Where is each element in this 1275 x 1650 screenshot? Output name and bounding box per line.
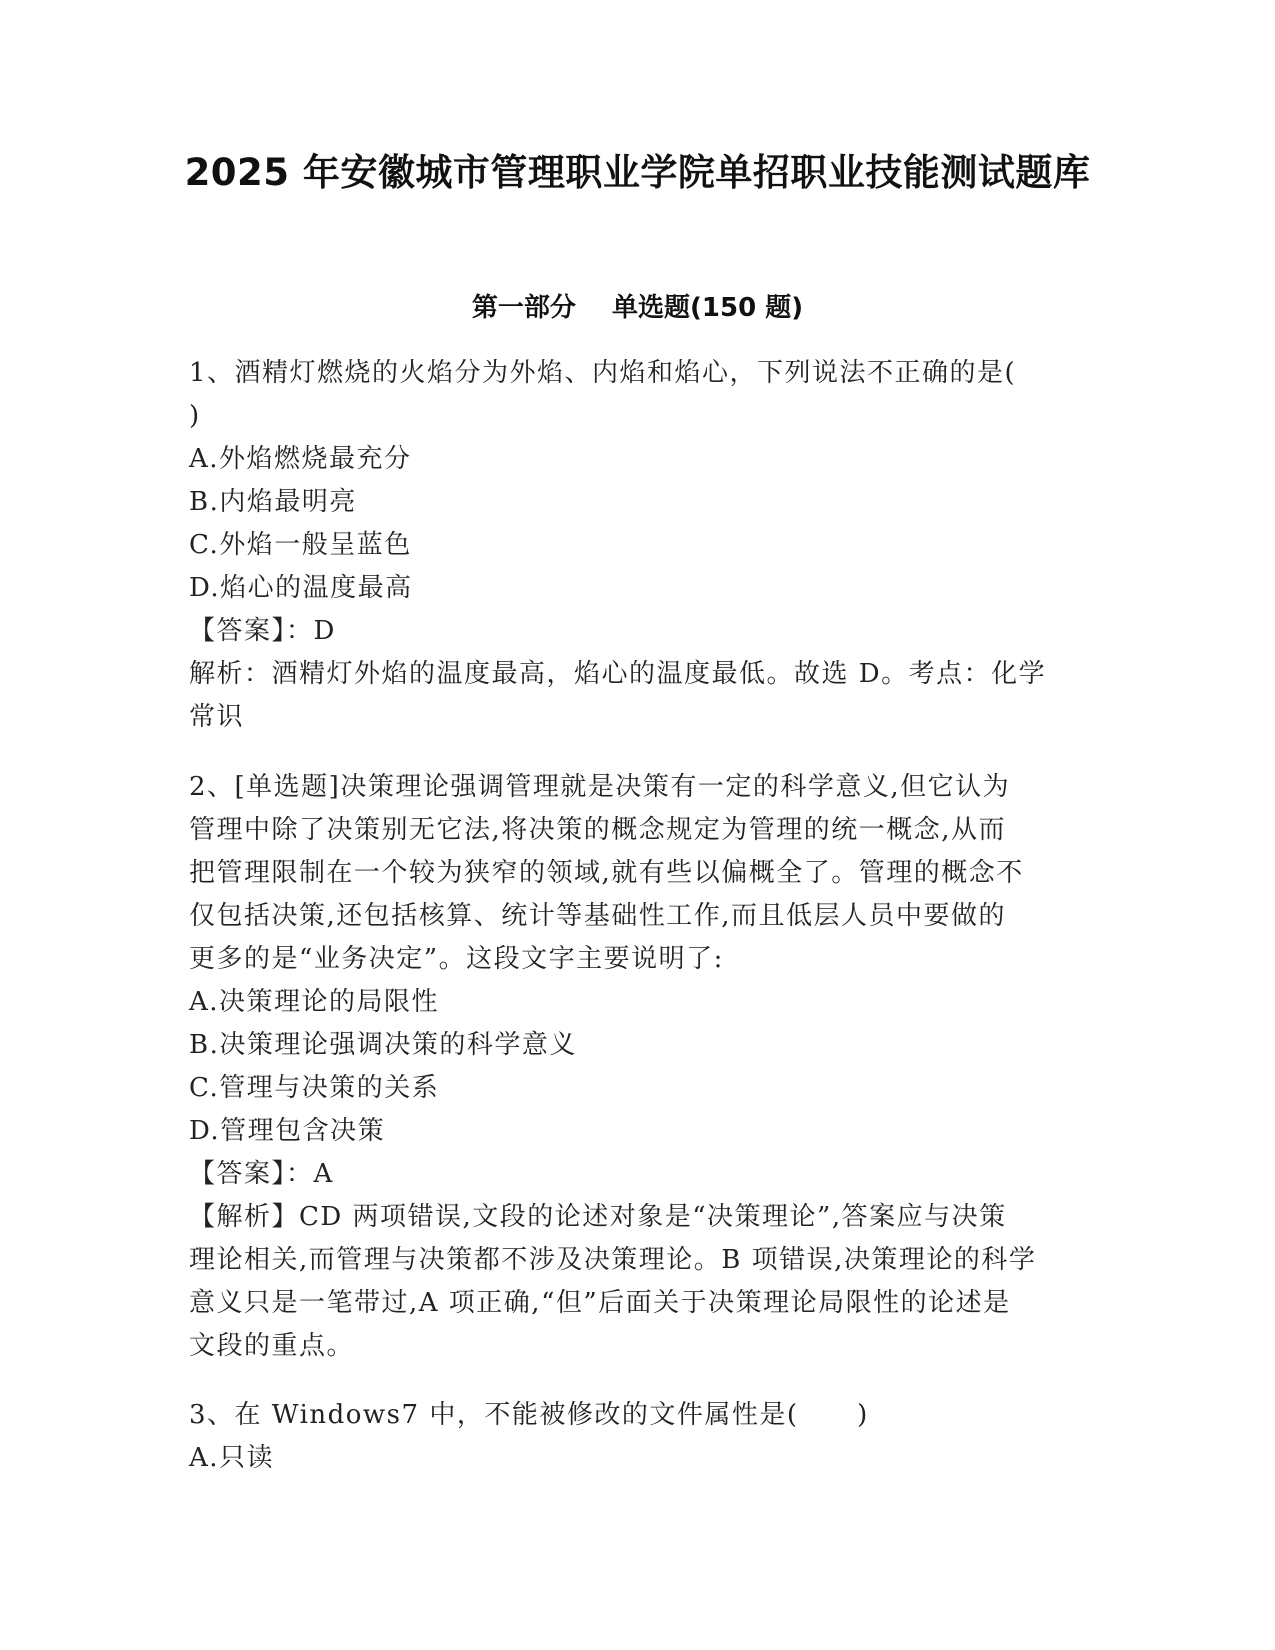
option-a: A.决策理论的局限性 [189, 987, 440, 1017]
option-d: D.管理包含决策 [189, 1116, 386, 1146]
option-a: A.外焰燃烧最充分 [189, 444, 412, 474]
question-stem-line: 更多的是“业务决定”。这段文字主要说明了: [189, 944, 724, 974]
question-block-1 [189, 352, 1089, 739]
option-a: A.只读 [189, 1443, 275, 1473]
explanation-line: 解析：酒精灯外焰的温度最高，焰心的温度最低。故选 D。考点：化学 [189, 659, 1047, 689]
explanation-line: 【解析】CD 两项错误,文段的论述对象是“决策理论”,答案应与决策 [189, 1202, 1007, 1232]
section-title: 第一部分 单选题(150 题) [471, 293, 804, 323]
option-b: B.决策理论强调决策的科学意义 [189, 1030, 577, 1060]
document-title: 2025 年安徽城市管理职业学院单招职业技能测试题库 [184, 151, 1091, 194]
answer-line: 【答案】：D [189, 616, 336, 646]
answer-line: 【答案】：A [189, 1159, 334, 1189]
explanation-line: 意义只是一笔带过,A 项正确,“但”后面关于决策理论局限性的论述是 [189, 1288, 1011, 1318]
question-block-2 [189, 766, 1089, 1368]
option-b: B.内焰最明亮 [189, 487, 357, 517]
question-stem-line: 1、酒精灯燃烧的火焰分为外焰、内焰和焰心，下列说法不正确的是( [189, 358, 1017, 388]
explanation-line: 理论相关,而管理与决策都不涉及决策理论。B 项错误,决策理论的科学 [189, 1245, 1037, 1275]
option-c: C.管理与决策的关系 [189, 1073, 440, 1103]
option-d: D.焰心的温度最高 [189, 573, 413, 603]
explanation-line: 常识 [189, 702, 245, 732]
question-stem-line: 3、在 Windows7 中，不能被修改的文件属性是( ) [189, 1400, 869, 1430]
question-stem-line: 仅包括决策,还包括核算、统计等基础性工作,而且低层人员中要做的 [189, 901, 1007, 931]
question-stem-line: 把管理限制在一个较为狭窄的领域,就有些以偏概全了。管理的概念不 [189, 858, 1024, 888]
question-block-3 [189, 1394, 1089, 1480]
question-stem-line: 管理中除了决策别无它法,将决策的概念规定为管理的统一概念,从而 [189, 815, 1007, 845]
question-stem-line: ) [189, 401, 201, 431]
option-c: C.外焰一般呈蓝色 [189, 530, 412, 560]
question-stem-line: 2、[单选题]决策理论强调管理就是决策有一定的科学意义,但它认为 [189, 772, 1011, 802]
explanation-line: 文段的重点。 [189, 1331, 355, 1361]
